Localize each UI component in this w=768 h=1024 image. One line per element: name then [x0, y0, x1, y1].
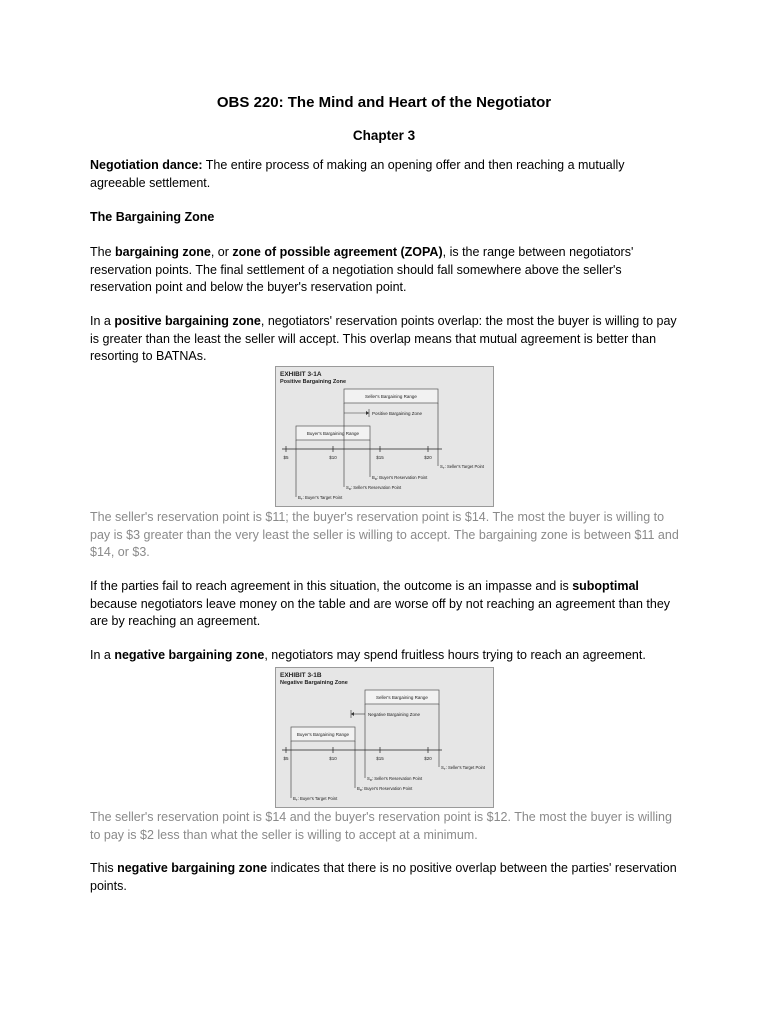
buyer-reservation-label: $B_R$: Buyer's Reservation Point: [357, 786, 413, 792]
document-title: OBS 220: The Mind and Heart of the Negotiator: [216, 94, 552, 111]
buyer-target-label: $B_T$: Buyer's Target Point: [293, 796, 338, 802]
zone-label: Positive Bargaining Zone: [372, 411, 423, 416]
paragraph-negotiation-dance: [90, 157, 680, 192]
buyer-range-label: Buyer's Bargaining Range: [306, 431, 360, 436]
tick-label: $15: [376, 756, 384, 761]
tick-label: $5: [283, 756, 289, 761]
caption-exhibit-b: The seller's reservation point is $14 and the buyer's reservation point is $12. The most the buyer is willing to pay is $2 less than what the seller is willing to accept at a minimum.: [90, 810, 672, 842]
exhibit-3-1a-figure: [275, 366, 494, 507]
tick-label: $5: [283, 455, 289, 460]
seller-range-label: Seller's Bargaining Range: [365, 394, 417, 399]
paragraph-negative-zone: [90, 647, 680, 665]
term-negotiation-dance: Negotiation dance:: [90, 158, 203, 172]
term-negative-bargaining-zone: negative bargaining zone: [117, 861, 268, 875]
text: If the parties fail to reach agreement in this situation, the outcome is an impasse and is: [90, 579, 573, 593]
text: , negotiators may spend fruitless hours trying to reach an agreement.: [264, 648, 646, 662]
term-negative-bargaining-zone: negative bargaining zone: [114, 648, 265, 662]
definition-text: The entire process of making an opening offer and then reaching a mutually agreeable settlement.: [90, 158, 625, 190]
buyer-target-label: $B_T$: Buyer's Target Point: [298, 495, 343, 501]
text: indicates that there is no positive overlap between the parties' reservation points.: [90, 861, 677, 893]
arrow-right-icon: [366, 411, 369, 415]
caption-exhibit-a: The seller's reservation point is $11; the buyer's reservation point is $14. The most the buyer is willing to pay is $3 greater than the very least the seller is willing to accept. The bargaining zone is between $11 and $14, or $3.: [90, 510, 679, 559]
tick-label: $10: [329, 455, 337, 460]
buyer-range-label: Buyer's Bargaining Range: [296, 732, 350, 737]
text: , negotiators' reservation points overlap: the most the buyer is willing to pay is greater than the least the seller will accept. This overlap means that mutual agreement is better than resorting to BATNAs.: [90, 314, 677, 363]
text: The: [90, 245, 116, 259]
arrow-left-icon: [351, 712, 354, 716]
text: This: [90, 861, 118, 875]
seller-target-label: $S_T$: Seller's Target Point: [440, 464, 485, 470]
paragraph-bargaining-zone: [90, 244, 680, 297]
term-positive-bargaining-zone: positive bargaining zone: [114, 314, 261, 328]
term-suboptimal: suboptimal: [572, 579, 639, 593]
buyer-reservation-label: $B_R$: Buyer's Reservation Point: [372, 475, 428, 481]
tick-label: $20: [424, 455, 432, 460]
seller-reservation-label: $S_R$: Seller's Reservation Point: [367, 776, 423, 782]
text: , or: [210, 245, 233, 259]
seller-range-label: Seller's Bargaining Range: [376, 695, 428, 700]
section-heading: The Bargaining Zone: [90, 210, 215, 224]
exhibit-label: EXHIBIT 3-1B: [280, 672, 322, 679]
term-bargaining-zone: bargaining zone: [115, 245, 211, 259]
text: In a: [90, 648, 115, 662]
chapter-heading: Chapter 3: [352, 128, 416, 143]
term-zopa: zone of possible agreement (ZOPA): [232, 245, 443, 259]
tick-label: $20: [424, 756, 432, 761]
text: In a: [90, 314, 115, 328]
text: , is the range between negotiators' reservation points. The final settlement of a negotiation should fall somewhere above the seller's reservation point and below the buyer's reservation point.: [90, 245, 634, 294]
zone-label: Negative Bargaining Zone: [368, 712, 421, 717]
tick-label: $10: [329, 756, 337, 761]
seller-reservation-label: $S_R$: Seller's Reservation Point: [346, 485, 402, 491]
exhibit-label: EXHIBIT 3-1A: [280, 371, 322, 378]
tick-label: $15: [376, 455, 384, 460]
paragraph-positive-zone: [90, 313, 680, 366]
exhibit-3-1b-figure: [275, 667, 494, 808]
paragraph-impasse: [90, 578, 680, 631]
exhibit-subtitle: Negative Bargaining Zone: [280, 680, 348, 686]
seller-target-label: $S_T$: Seller's Target Point: [441, 765, 486, 771]
paragraph-negative-overlap: [90, 860, 680, 895]
exhibit-subtitle: Positive Bargaining Zone: [280, 379, 347, 385]
text: because negotiators leave money on the table and are worse off by not reaching an agreement than they are by reaching an agreement.: [90, 596, 671, 628]
